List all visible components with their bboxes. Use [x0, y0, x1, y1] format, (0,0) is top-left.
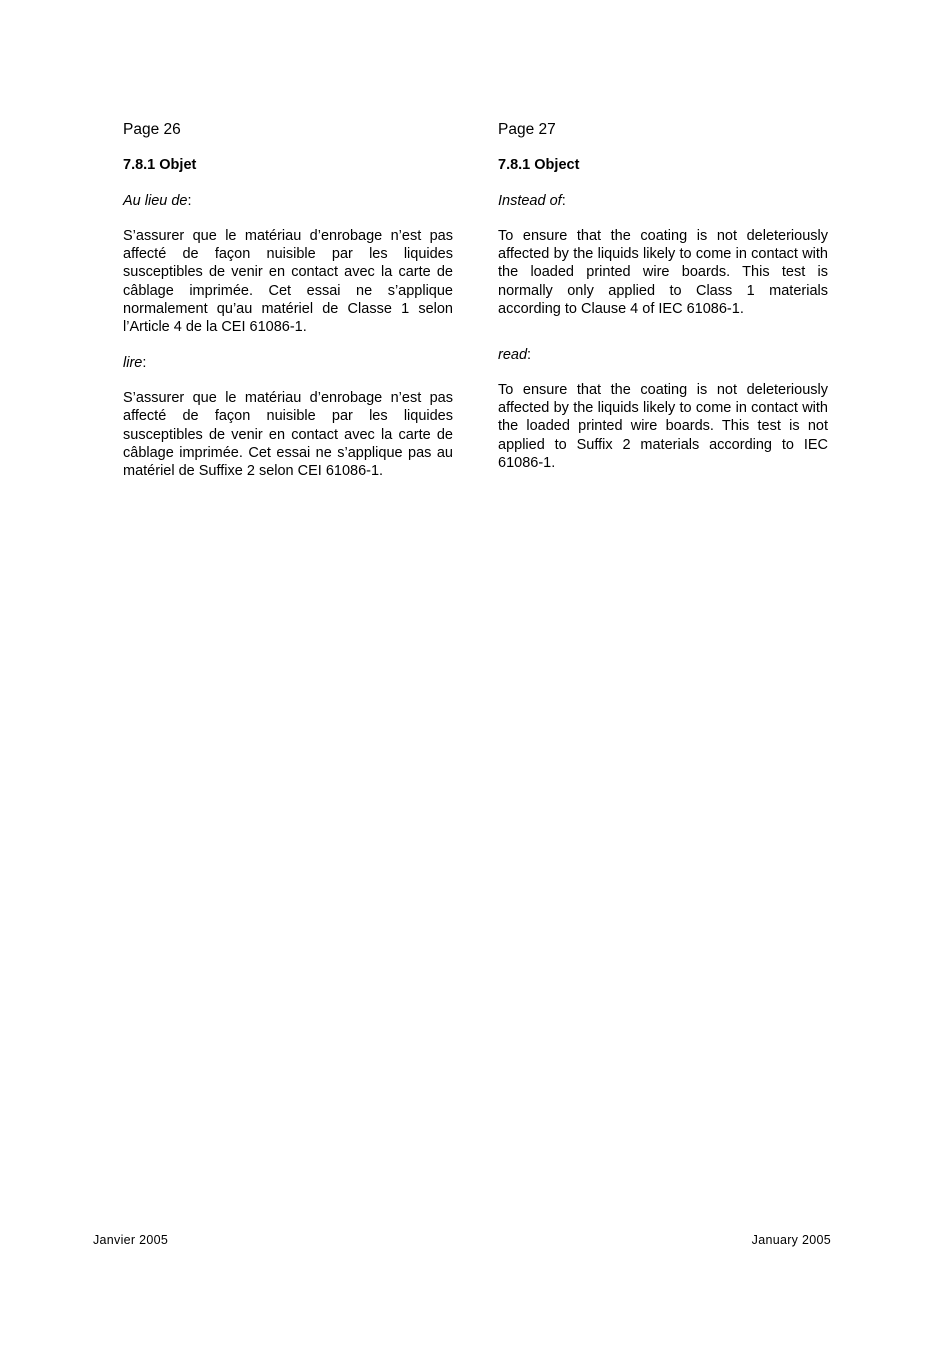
instead-label-en-text: Instead of: [498, 193, 562, 209]
section-heading-fr: 7.8.1 Objet: [123, 157, 197, 173]
instead-label-en: [498, 191, 828, 211]
label-colon: :: [142, 355, 147, 372]
read-paragraph-en: To ensure that the coating is not deleteriously affected by the liquids likely to come in contact with the loaded printed wire boards. This test is not applied to Suffix 2 materials according to IEC 61086-1.: [498, 382, 828, 471]
read-label-en-text: read: [498, 347, 528, 364]
label-colon: :: [527, 347, 532, 364]
read-label-fr: [123, 353, 453, 373]
page-label-fr: Page 26: [123, 121, 181, 138]
french-column: [123, 120, 453, 480]
label-colon: :: [561, 193, 566, 209]
footer-date-en: January 2005: [751, 1233, 831, 1247]
section-heading-en: 7.8.1 Object: [498, 157, 580, 173]
instead-paragraph-en: To ensure that the coating is not deleteriously affected by the liquids likely to come in contact with the loaded printed wire boards. This test is normally only applied to Class 1 materials according to Clause 4 of IEC 61086-1.: [498, 228, 828, 317]
english-column: [498, 120, 828, 472]
read-label-en: [498, 345, 828, 365]
instead-label-fr: [123, 191, 453, 211]
footer-date-fr: Janvier 2005: [93, 1233, 169, 1247]
instead-label-fr-text: Au lieu de: [123, 193, 188, 209]
label-colon: :: [187, 193, 192, 209]
page-label-en: Page 27: [498, 121, 556, 138]
read-label-fr-text: lire: [123, 355, 143, 372]
read-paragraph-fr: S’assurer que le matériau d’enrobage n’est pas affecté de façon nuisible par les liquides susceptibles de venir en contact avec la carte de câblage imprimée. Cet essai ne s’applique pas au matériel de Suffixe 2 selon CEI 61086-1.: [123, 390, 453, 480]
instead-paragraph-fr: S’assurer que le matériau d’enrobage n’est pas affecté de façon nuisible par les liquides susceptibles de venir en contact avec la carte de câblage imprimée. Cet essai ne s’applique normalement qu’au matériel de Classe 1 selon l’Article 4 de la CEI 61086-1.: [123, 228, 453, 336]
